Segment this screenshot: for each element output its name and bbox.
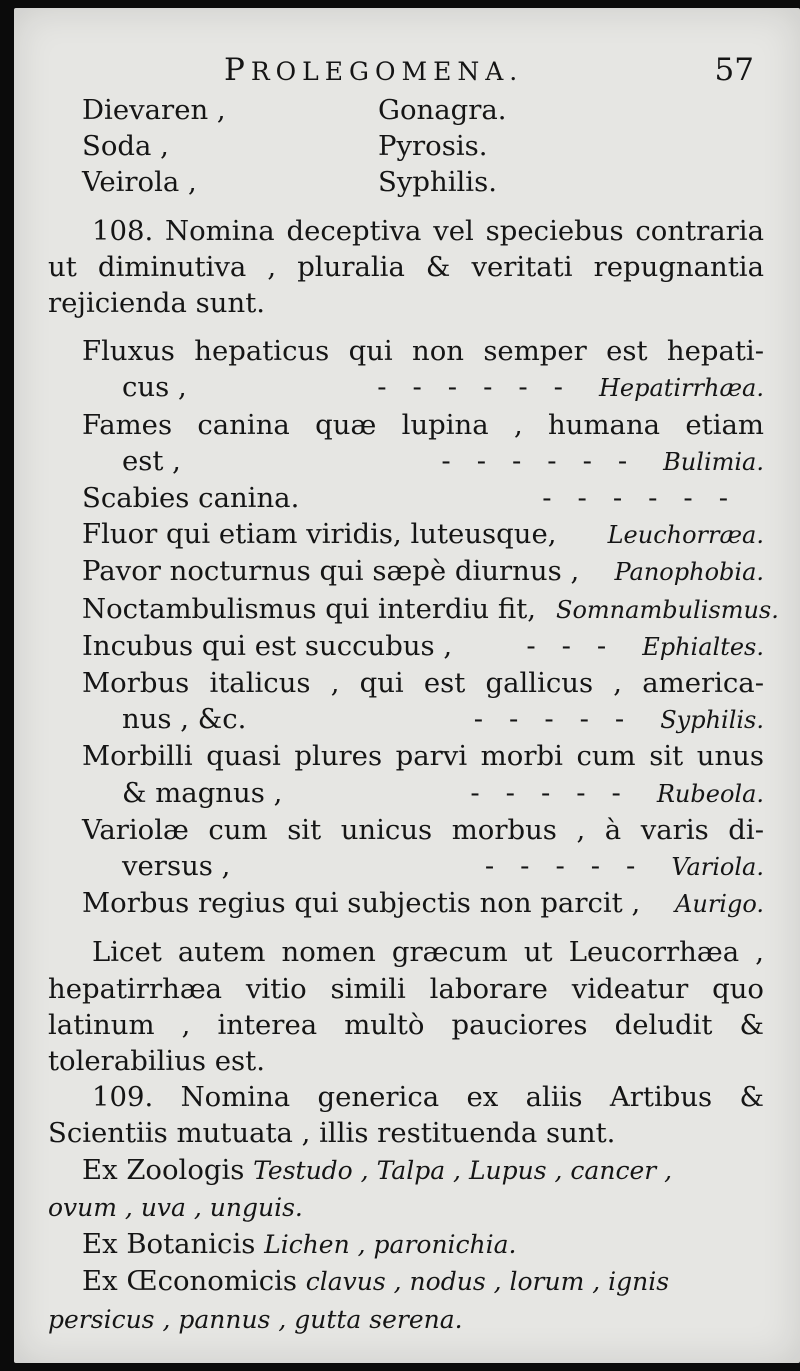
book-page: [14, 8, 800, 1363]
entry-text: Morbus regius qui subjectis non parcit ,: [82, 887, 641, 920]
entry-line: Fames canina quæ lupina , humana etiam: [82, 408, 764, 441]
example-terms: ovum , uva , unguis.: [48, 1192, 303, 1222]
example-lead: Ex Zoologis: [82, 1153, 245, 1186]
entry-line: cus , ------ Hepatirrhæa.: [82, 369, 764, 406]
running-title: [224, 52, 523, 90]
entry-text: nus , &c.: [122, 703, 247, 736]
entry-line: Morbilli quasi plures parvi morbi cum sit unus: [82, 740, 764, 773]
page-number: 57: [714, 52, 754, 88]
example-line: [48, 1226, 764, 1263]
term-pair: [48, 128, 764, 164]
entry-text: est ,: [122, 444, 181, 477]
entry-line: Variolæ cum sit unicus morbus , à varis di-: [82, 813, 764, 846]
term-left: Veirola ,: [82, 166, 197, 199]
example-lead: Ex Œconomicis: [82, 1265, 298, 1298]
term-pair: [48, 164, 764, 200]
entry-line: Incubus qui est succubus , --- Ephialtes.: [82, 628, 764, 665]
entry-text: Pavor nocturnus qui sæpè diurnus ,: [82, 555, 580, 588]
entry-line: [82, 885, 764, 922]
term-left: Dievaren ,: [82, 94, 226, 126]
entry-text: Noctambulismus qui interdiu fit,: [82, 592, 537, 625]
entry-line: Scabies canina. ------: [82, 480, 764, 516]
entry-line: Fluxus hepaticus qui non semper est hepati-: [82, 335, 764, 368]
entry-line: & magnus , ----- Rubeola.: [82, 775, 764, 812]
entry-line: [82, 553, 764, 590]
term-right: Gonagra.: [378, 94, 507, 126]
example-terms: Lichen , paronichia.: [264, 1230, 517, 1260]
example-line: [48, 1263, 764, 1300]
term-right: Syphilis.: [378, 166, 497, 199]
example-line: [48, 1152, 764, 1189]
entry-synonym: Hepatirrhæa.: [598, 374, 764, 403]
entry-line: est , ------ Bulimia.: [82, 443, 764, 480]
entry-synonym: Ephialtes.: [642, 632, 764, 661]
entry-synonym: Variola.: [671, 853, 764, 882]
entry-synonym: Aurigo.: [675, 890, 764, 919]
entry-synonym: Bulimia.: [663, 447, 764, 476]
example-terms: persicus , pannus , gutta serena.: [48, 1304, 463, 1334]
entry-synonym: Rubeola.: [656, 779, 764, 808]
term-pair: [48, 92, 764, 128]
entry-text: versus ,: [122, 850, 231, 883]
title-initial: P: [224, 52, 251, 88]
term-right: Pyrosis.: [378, 130, 488, 163]
entry-line: nus , &c. ----- Syphilis.: [82, 701, 764, 738]
page-content: [48, 52, 779, 1338]
entry-line: [82, 516, 764, 553]
entry-text: Scabies canina.: [82, 482, 300, 515]
entry-list: [48, 333, 779, 922]
entry-synonym: Somnambulismus.: [556, 595, 779, 624]
example-lead: Ex Botanicis: [82, 1228, 256, 1261]
entry-line: Morbus italicus , qui est gallicus , america-: [82, 667, 764, 700]
running-header: [48, 52, 764, 92]
entry-line: versus , ----- Variola.: [82, 848, 764, 885]
example-line: [48, 1189, 764, 1226]
paragraph-109: 109. Nomina generica ex aliis Artibus & Scientiis mutuata , illis restituenda sunt.: [48, 1081, 764, 1150]
example-terms: clavus , nodus , lorum , ignis: [305, 1267, 670, 1297]
entry-text: cus ,: [122, 371, 187, 404]
paragraph-licet: Licet autem nomen græcum ut Leucorrhæa , hepatirrhæa vitio simili laborare videatur quo latinum , interea multò pauciores deludit & tolerabilius est.: [48, 936, 764, 1078]
entry-text: Incubus qui est succubus ,: [82, 629, 453, 662]
example-line: [48, 1301, 764, 1338]
term-left: Soda ,: [82, 130, 169, 163]
title-rest: ROLEGOMENA.: [250, 57, 524, 86]
entry-synonym: Panophobia.: [614, 558, 764, 587]
example-terms: Testudo , Talpa , Lupus , cancer ,: [253, 1155, 673, 1185]
entry-line: [82, 591, 779, 628]
entry-synonym: Leuchorræa.: [607, 521, 764, 550]
entry-text: Fluor qui etiam viridis, luteusque,: [82, 518, 557, 551]
entry-synonym: Syphilis.: [660, 706, 764, 735]
entry-text: & magnus ,: [122, 776, 283, 809]
paragraph-108: 108. Nomina deceptiva vel speciebus contraria ut diminutiva , pluralia & veritati repugnantia rejicienda sunt.: [48, 214, 764, 320]
